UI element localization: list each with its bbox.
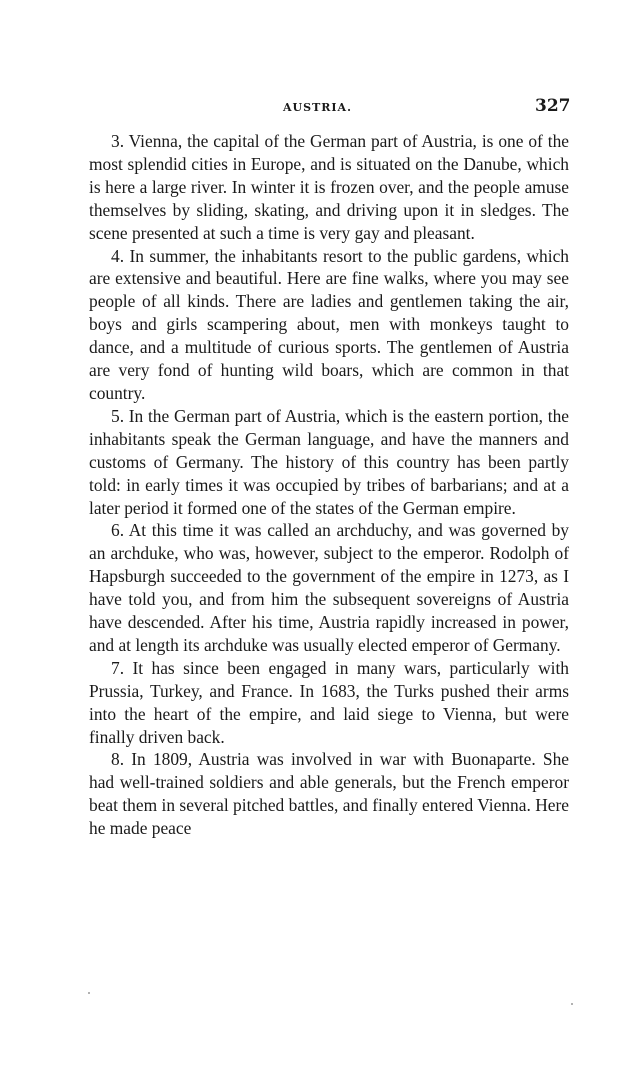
paragraph-5: 5. In the German part of Austria, which is the eastern portion, the inhabitants speak the German language, and have the manners and customs of Germany. The history of this country has been partly told: in early times it was occupied by tribes of barbarians; and at a later period it formed one of the states of the German empire. [89,405,569,518]
paragraph-4: 4. In summer, the inhabitants resort to the public gardens, which are extensive and beautiful. Here are fine walks, where you may see people of all kinds. There are ladies and gentlemen taking the air, boys and girls scampering about, men with monkeys taught to dance, and a multitude of curious sports. The gentlemen of Austria are very fond of hunting wild boars, which are common in that country. [89,245,569,403]
running-title: AUSTRIA. [283,101,352,114]
body-text [89,130,569,840]
paragraph-6: 6. At this time it was called an archduchy, and was governed by an archduke, who was, however, subject to the emperor. Rodolph of Hapsburgh succeeded to the government of the empire in 1273, as I have told you, and from him the subsequent sovereigns of Austria have descended. After his time, Austria rapidly increased in power, and at length its archduke was usually elected emperor of Germany. [89,520,569,655]
paragraph-8: 8. In 1809, Austria was involved in war with Buonaparte. She had well-trained soldiers and able generals, but the French emperor beat them in several pitched battles, and finally entered Vienna. Here he made peace [89,749,569,839]
paper-speck [571,1003,573,1005]
paragraph-7: 7. It has since been engaged in many wars, particularly with Prussia, Turkey, and France. In 1683, the Turks pushed their arms into the heart of the empire, and laid siege to Vienna, but were finally driven back. [89,657,569,747]
paper-speck [88,992,90,994]
paragraph-3: 3. Vienna, the capital of the German part of Austria, is one of the most splendid cities in Europe, and is situated on the Danube, which is here a large river. In winter it is frozen over, and the people amuse themselves by sliding, skating, and driving upon it in sledges. The scene presented at such a time is very gay and pleasant. [89,131,569,243]
page-number: 327 [535,96,571,116]
